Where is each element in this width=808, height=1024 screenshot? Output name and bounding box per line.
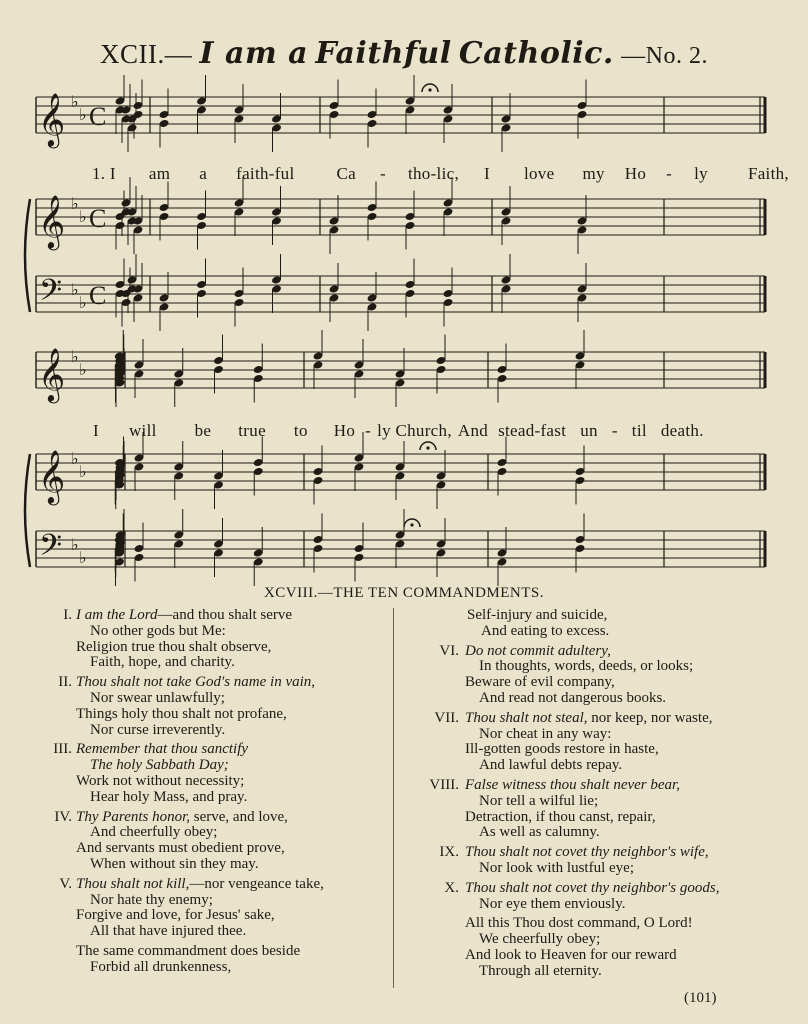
verse-text: No other gods but Me: [90, 622, 226, 639]
treble-clef: 𝄞 [38, 92, 66, 146]
verse-line [405, 825, 785, 841]
treble-clef: 𝄞 [38, 347, 66, 401]
flat-sign: ♭ [79, 293, 87, 312]
verse-text: —nor vengeance take, [189, 875, 324, 892]
flat-sign: ♭ [71, 280, 79, 299]
commandment-number: VIII. [429, 776, 459, 793]
verse-line [405, 861, 785, 877]
verse-line [405, 932, 785, 948]
verse-line [40, 960, 385, 976]
commandment-number: X. [444, 879, 459, 896]
lyric-syllable: to [293, 421, 308, 440]
verse-text: Faith, hope, and charity. [90, 654, 235, 671]
title-word-3: Catholic. [458, 36, 614, 71]
verse-italic: Thou shalt not steal, [465, 709, 588, 726]
lyric-syllable: true [238, 421, 266, 440]
verse-line [40, 877, 385, 893]
page-number: (101) [684, 990, 717, 1006]
verse-text: Hear holy Mass, and pray. [90, 788, 248, 805]
commandment-stanza [40, 608, 385, 671]
lyric-syllable: ly Church, [377, 421, 452, 440]
flat-sign: ♭ [79, 207, 87, 226]
verse-italic: Remember that thou sanctify [76, 741, 249, 758]
commandment-stanza [405, 845, 785, 877]
verse-text: The same commandment does beside [76, 942, 301, 959]
verse-italic: I am the Lord [76, 607, 158, 623]
lyric-syllable: be [194, 421, 212, 440]
bass-clef: 𝄢 [39, 529, 63, 570]
verse-line [40, 841, 385, 857]
commandment-number: VII. [434, 709, 459, 726]
lyric-syllable: - [365, 421, 372, 440]
lyrics-line-2 [93, 421, 718, 441]
commandment-stanza [40, 944, 385, 976]
lyric-syllable: Ho [624, 164, 647, 183]
verse-line [405, 624, 785, 640]
flat-sign: ♭ [71, 347, 79, 366]
verse-line [40, 691, 385, 707]
flat-sign: ♭ [71, 535, 79, 554]
verse-text: nor keep, nor waste, [587, 709, 713, 726]
commandment-stanza [40, 675, 385, 738]
verse-line [40, 790, 385, 806]
flat-sign: ♭ [79, 462, 87, 481]
verse-text: —and thou shalt serve [157, 607, 293, 623]
commandments-left-column [40, 608, 385, 980]
verse-line [40, 857, 385, 873]
verse-text: Nor cheat in any way: [479, 725, 612, 742]
verse-line [405, 608, 785, 624]
flat-sign: ♭ [71, 449, 79, 468]
verse-italic: False witness thou shalt never bear, [465, 776, 680, 793]
verse-line [405, 778, 785, 794]
commandment-stanza [405, 711, 785, 774]
treble-clef: 𝄞 [38, 449, 66, 503]
commandment-number: IV. [54, 808, 72, 825]
lyric-syllable: til [631, 421, 647, 440]
verse-line [40, 624, 385, 640]
verse-line [40, 924, 385, 940]
column-divider [393, 608, 394, 988]
verse-line [40, 640, 385, 656]
verse-line [405, 644, 785, 660]
lyric-syllable: I [484, 164, 490, 183]
commandment-stanza [405, 778, 785, 841]
lyric-syllable: - [666, 164, 673, 183]
time-signature: C [89, 281, 107, 310]
title-word-2: Faithful [315, 36, 452, 71]
verse-text: Nor swear unlawfully; [90, 689, 225, 706]
verse-text: Beware of evil company, [465, 674, 615, 691]
verse-text: And cheerfully obey; [90, 824, 218, 841]
lyric-syllable: - [380, 164, 386, 183]
verse-line [40, 655, 385, 671]
commandments-heading: XCVIII.—THE TEN COMMANDMENTS. [263, 585, 545, 601]
commandment-number: III. [53, 741, 72, 758]
verse-text: Forbid all drunkenness, [90, 958, 232, 975]
verse-text: We cheerfully obey; [479, 931, 601, 948]
verse-italic: Thou shalt not covet thy neighbor's goods, [465, 879, 720, 896]
commandment-stanza [405, 608, 785, 640]
verse-line [405, 758, 785, 774]
verse-text: Nor curse irreverently. [90, 721, 226, 738]
flat-sign: ♭ [71, 92, 79, 111]
verse-text: And servants must obedient prove, [76, 840, 285, 857]
verse-line [405, 810, 785, 826]
verse-text: Nor look with lustful eye; [479, 859, 634, 876]
title-number: XCII.— [100, 39, 193, 69]
verse-text: Forgive and love, for Jesus' sake, [76, 907, 275, 924]
lyric-syllable: tho-lic, [407, 164, 459, 183]
verse-line [40, 810, 385, 826]
verse-line [405, 964, 785, 980]
verse-italic: Thou shalt not take God's name in vain, [76, 674, 316, 691]
lyric-syllable: love [523, 164, 555, 183]
lyric-syllable: - [611, 421, 618, 440]
verse-text: In thoughts, words, deeds, or looks; [479, 658, 694, 675]
lyric-syllable: will [128, 421, 157, 440]
verse-line [40, 774, 385, 790]
verse-line [405, 881, 785, 897]
lyric-syllable: 1. I [92, 164, 116, 183]
system-brace [25, 199, 30, 312]
lyric-syllable: Faith, [747, 164, 789, 183]
flat-sign: ♭ [79, 548, 87, 567]
verse-line [40, 758, 385, 774]
verse-line [405, 897, 785, 913]
verse-text: And eating to excess. [481, 622, 610, 639]
commandment-stanza [40, 742, 385, 805]
verse-text: Nor tell a wilful lie; [479, 792, 599, 809]
verse-line [40, 825, 385, 841]
commandment-number: V. [59, 875, 72, 892]
verse-line [40, 944, 385, 960]
time-signature: C [89, 102, 107, 131]
commandment-number: VI. [439, 642, 459, 659]
commandment-number: IX. [439, 844, 459, 861]
verse-line [40, 707, 385, 723]
verse-italic: Thou shalt not covet thy neighbor's wife, [465, 844, 709, 861]
verse-line [40, 675, 385, 691]
verse-text: And read not dangerous books. [479, 689, 667, 706]
lyric-syllable: ly [694, 164, 708, 183]
commandment-number: II. [58, 674, 72, 691]
verse-text: Work not without necessity; [76, 772, 245, 789]
verse-text: And lawful debts repay. [479, 757, 623, 774]
verse-text: Religion true thou shalt observe, [76, 638, 272, 655]
lyric-syllable: faith-ful [236, 164, 295, 183]
verse-line [40, 908, 385, 924]
verse-text: Nor hate thy enemy; [90, 891, 213, 908]
lyric-syllable: Ho [333, 421, 356, 440]
verse-text: Nor eye them enviously. [479, 895, 626, 912]
lyric-syllable: I [93, 421, 99, 440]
verse-text: Detraction, if thou canst, repair, [465, 808, 656, 825]
commandment-stanza [405, 644, 785, 707]
lyric-syllable: a [199, 164, 208, 183]
lyrics-line-1 [92, 164, 803, 184]
fermata-dot [428, 88, 431, 91]
time-signature: C [89, 204, 107, 233]
lyric-syllable: my [582, 164, 605, 183]
flat-sign: ♭ [79, 360, 87, 379]
verse-text: Things holy thou shalt not profane, [76, 705, 287, 722]
verse-line [405, 659, 785, 675]
fermata-dot [410, 523, 413, 526]
verse-line [405, 711, 785, 727]
verse-line [40, 893, 385, 909]
system-brace [25, 454, 30, 567]
verse-text: Through all eternity. [479, 962, 602, 979]
lyric-syllable: am [148, 164, 171, 183]
verse-text: Ill-gotten goods restore in haste, [465, 741, 659, 758]
verse-line [405, 742, 785, 758]
verse-text: All this Thou dost command, O Lord! [465, 915, 693, 932]
verse-text: As well as calumny. [479, 824, 600, 841]
commandment-stanza [405, 881, 785, 913]
verse-text: And look to Heaven for our reward [465, 946, 677, 963]
commandment-stanza [40, 810, 385, 873]
lyric-syllable: And [457, 421, 489, 440]
lyric-syllable: un [580, 421, 598, 440]
verse-line [405, 948, 785, 964]
commandments-right-column [405, 608, 785, 984]
verse-line [40, 723, 385, 739]
flat-sign: ♭ [79, 105, 87, 124]
verse-text: When without sin they may. [90, 855, 259, 872]
bass-clef: 𝄢 [39, 274, 63, 315]
verse-line [405, 845, 785, 861]
verse-line [405, 727, 785, 743]
lyric-syllable: death. [660, 421, 704, 440]
verse-line [405, 916, 785, 932]
verse-italic: Do not commit adultery, [465, 642, 611, 659]
commandment-stanza [40, 877, 385, 940]
commandment-number: I. [63, 607, 72, 623]
title-word-1: I am a [199, 36, 309, 71]
title-suffix: —No. 2. [621, 43, 708, 69]
verse-line [405, 675, 785, 691]
treble-clef: 𝄞 [38, 194, 66, 248]
verse-italic: Thy Parents honor, [76, 808, 191, 825]
commandment-stanza [405, 916, 785, 979]
lyric-syllable: stead-fast [498, 421, 567, 440]
verse-line [405, 794, 785, 810]
verse-line [40, 742, 385, 758]
verse-italic: The holy Sabbath Day; [90, 757, 229, 774]
verse-line [40, 608, 385, 624]
verse-line [405, 691, 785, 707]
verse-text: serve, and love, [190, 808, 288, 825]
fermata-dot [426, 446, 429, 449]
verse-italic: Thou shalt not kill, [76, 875, 190, 892]
flat-sign: ♭ [71, 194, 79, 213]
verse-text: Self-injury and suicide, [467, 607, 608, 623]
verse-text: All that have injured thee. [90, 923, 247, 940]
lyric-syllable: Ca [336, 164, 356, 183]
